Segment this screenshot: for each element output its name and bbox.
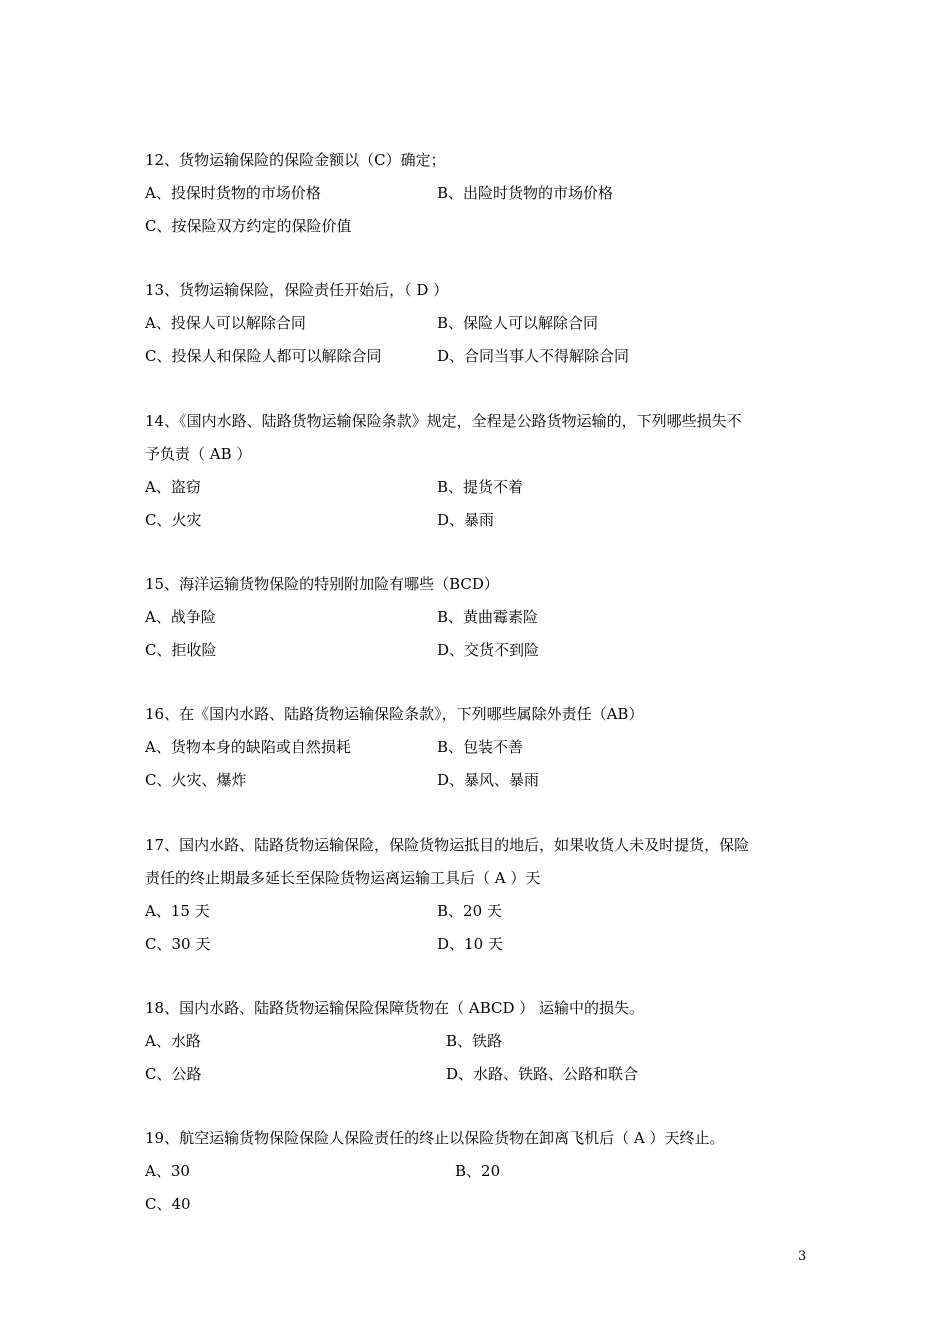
option-b: B、黄曲霉素险 <box>437 608 539 626</box>
option-a: A、战争险 <box>145 608 216 626</box>
question-18 <box>145 998 815 1097</box>
option-a: A、水路 <box>145 1032 201 1050</box>
question-stem: 19、航空运输货物保险保险人保险责任的终止以保险货物在卸离飞机后（ A ）天终止。 <box>145 1129 725 1147</box>
question-stem: 12、货物运输保险的保险金额以（C）确定； <box>145 151 446 169</box>
option-d: D、暴风、暴雨 <box>437 771 540 789</box>
option-b: B、20 <box>455 1162 501 1180</box>
question-17 <box>145 835 815 967</box>
question-16 <box>145 704 815 803</box>
option-row <box>145 934 815 967</box>
option-a: A、30 <box>145 1162 190 1180</box>
question-19 <box>145 1128 815 1227</box>
option-b: B、出险时货物的市场价格 <box>437 184 614 202</box>
option-c: C、拒收险 <box>145 641 217 659</box>
option-c: C、火灾、爆炸 <box>145 771 247 789</box>
question-stem-continued: 责任的终止期最多延长至保险货物运离运输工具后（ A ）天 <box>145 869 541 887</box>
option-d: D、水路、铁路、公路和联合 <box>446 1065 639 1083</box>
question-stem: 18、国内水路、陆路货物运输保险保障货物在（ ABCD ） 运输中的损失。 <box>145 999 645 1017</box>
question-stem: 13、货物运输保险，保险责任开始后，（ D ） <box>145 281 449 299</box>
question-15 <box>145 574 815 673</box>
option-d: D、合同当事人不得解除合同 <box>437 347 630 365</box>
option-b: B、保险人可以解除合同 <box>437 314 599 332</box>
option-a: A、投保人可以解除合同 <box>145 314 306 332</box>
question-stem-continued: 予负责（ AB ） <box>145 445 252 463</box>
option-row <box>145 216 815 249</box>
option-row <box>145 1161 815 1194</box>
option-a: A、15 天 <box>145 902 210 920</box>
option-c: C、投保人和保险人都可以解除合同 <box>145 347 382 365</box>
option-row <box>145 477 815 510</box>
option-row <box>145 1031 815 1064</box>
option-row <box>145 1064 815 1097</box>
option-row <box>145 1194 815 1227</box>
option-row <box>145 510 815 543</box>
option-b: B、提货不着 <box>437 478 524 496</box>
option-c: C、火灾 <box>145 511 202 529</box>
option-row <box>145 183 815 216</box>
option-c: C、40 <box>145 1195 191 1213</box>
question-13 <box>145 280 815 379</box>
option-c: C、按保险双方约定的保险价值 <box>145 217 352 235</box>
option-d: D、暴雨 <box>437 511 495 529</box>
option-b: B、包装不善 <box>437 738 524 756</box>
question-stem: 17、国内水路、陆路货物运输保险，保险货物运抵目的地后，如果收货人未及时提货，保险 <box>145 836 750 854</box>
option-a: A、盗窃 <box>145 478 201 496</box>
option-d: D、交货不到险 <box>437 641 540 659</box>
option-row <box>145 313 815 346</box>
option-row <box>145 901 815 934</box>
option-row <box>145 346 815 379</box>
question-stem: 14、《国内水路、陆路货物运输保险条款》规定，全程是公路货物运输的，下列哪些损失不 <box>145 412 742 430</box>
option-row <box>145 640 815 673</box>
question-14 <box>145 411 815 543</box>
option-b: B、铁路 <box>446 1032 503 1050</box>
option-row <box>145 770 815 803</box>
option-d: D、10 天 <box>437 935 503 953</box>
option-a: A、投保时货物的市场价格 <box>145 184 321 202</box>
option-c: C、30 天 <box>145 935 211 953</box>
question-stem: 15、海洋运输货物保险的特别附加险有哪些（BCD） <box>145 575 499 593</box>
option-c: C、公路 <box>145 1065 202 1083</box>
question-12 <box>145 150 815 249</box>
option-a: A、货物本身的缺陷或自然损耗 <box>145 738 351 756</box>
question-stem: 16、在《国内水路、陆路货物运输保险条款》，下列哪些属除外责任（AB） <box>145 705 644 723</box>
option-row <box>145 607 815 640</box>
page-number: 3 <box>798 1249 807 1264</box>
option-row <box>145 737 815 770</box>
option-b: B、20 天 <box>437 902 502 920</box>
